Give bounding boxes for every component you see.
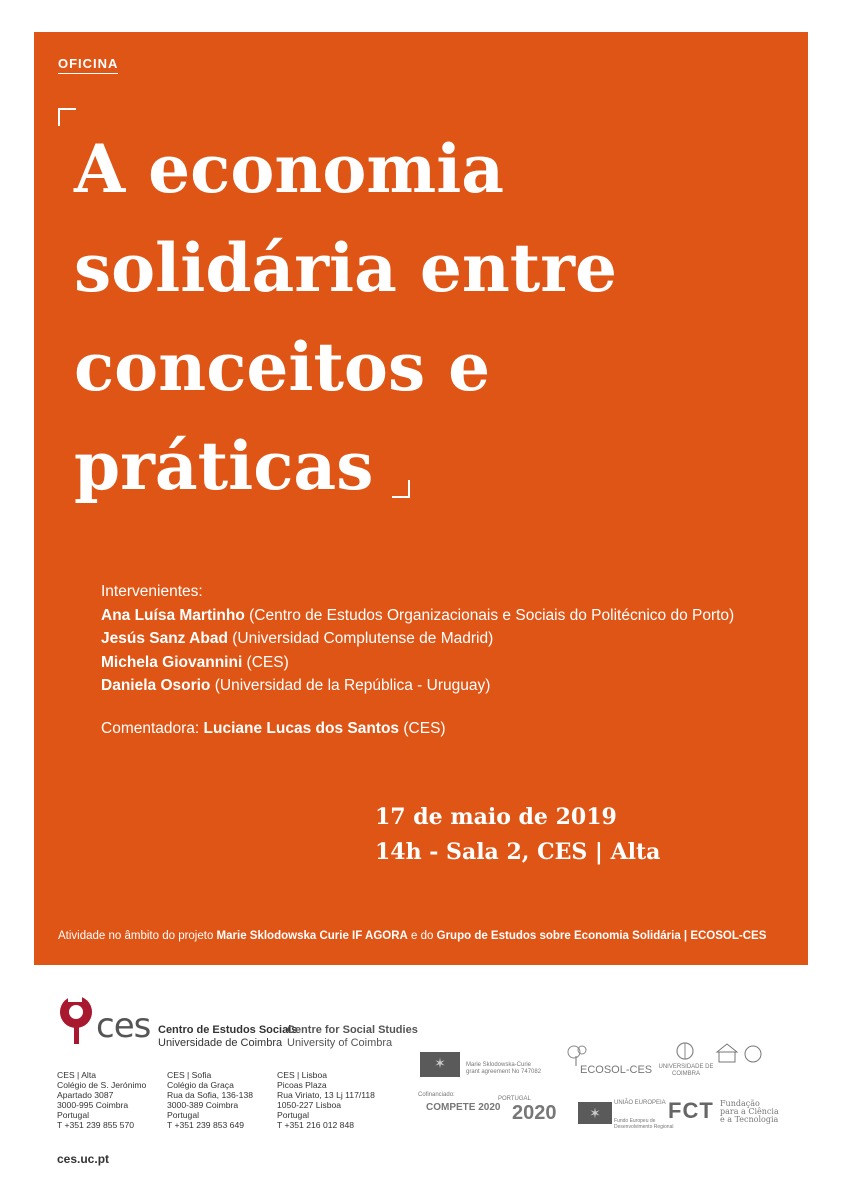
event-panel xyxy=(34,32,808,965)
uc-logo-text: UNIVERSIDADE DE COIMBRA xyxy=(658,1064,714,1077)
speaker-item xyxy=(101,674,734,698)
eu-flag-small-icon xyxy=(578,1102,612,1124)
title-line: A economia xyxy=(74,130,505,208)
uc-crest-icon xyxy=(674,1040,696,1062)
org-name-en xyxy=(287,1024,418,1050)
partner-logos xyxy=(418,1040,788,1130)
speaker-affiliation: (Centro de Estudos Organizacionais e Sociais do Politécnico do Porto) xyxy=(244,606,735,624)
speaker-name: Michela Giovannini xyxy=(101,653,243,671)
fct-text-line: para a Ciência xyxy=(720,1107,779,1116)
org-name-pt-line2: Universidade de Coimbra xyxy=(158,1037,283,1049)
project-group: Grupo de Estudos sobre Economia Solidária | ECOSOL-CES xyxy=(436,930,767,942)
project-prefix: Atividade no âmbito do projeto xyxy=(58,930,217,942)
speaker-affiliation: (CES) xyxy=(242,653,289,671)
org-name-en-line1: Centre for Social Studies xyxy=(287,1024,418,1036)
event-type-tag: OFICINA xyxy=(58,56,118,74)
fct-text-line: Fundação xyxy=(720,1099,760,1108)
compete-logo: COMPETE 2020 xyxy=(426,1102,501,1113)
speaker-item xyxy=(101,627,734,651)
commentator xyxy=(101,720,446,738)
msc-line: grant agreement No 747082 xyxy=(466,1069,542,1075)
eu-flag-icon xyxy=(420,1052,460,1077)
event-title xyxy=(74,120,774,516)
org-name-en-line2: University of Coimbra xyxy=(287,1037,393,1049)
commentator-affiliation: (CES) xyxy=(399,720,446,737)
event-date: 17 de maio de 2019 xyxy=(375,804,617,830)
address-line: CES | Lisboa xyxy=(277,1070,328,1080)
address-line: 3000-389 Coimbra xyxy=(167,1100,239,1110)
ces-logo-word: ces xyxy=(96,1006,151,1046)
title-line: conceitos e xyxy=(74,328,491,406)
ecosol-logo: ECOSOL-CES xyxy=(580,1064,653,1076)
address-line: Colégio de S. Jerónimo xyxy=(57,1080,147,1090)
portugal2020-logo: 2020 xyxy=(512,1102,557,1124)
project-note xyxy=(58,930,766,942)
speaker-item xyxy=(101,651,734,675)
msc-text xyxy=(466,1062,541,1076)
address-line: CES | Alta xyxy=(57,1070,97,1080)
cofinanciado-label: Cofinanciado: xyxy=(418,1092,455,1098)
address-alta xyxy=(57,1070,146,1130)
address-line: 1050-227 Lisboa xyxy=(277,1100,342,1110)
address-line: CES | Sofia xyxy=(167,1070,212,1080)
msc-line: Marie Sklodowska-Curie xyxy=(466,1062,532,1068)
ue-label: UNIÃO EUROPEIA xyxy=(614,1100,666,1106)
ecosol-tree-icon xyxy=(564,1044,594,1066)
address-line: Portugal xyxy=(167,1110,200,1120)
project-mid: e do xyxy=(407,930,437,942)
fct-logo: FCT xyxy=(668,1098,714,1123)
ces-logo-icon xyxy=(54,990,100,1046)
address-line: Rua Viriato, 13 Lj 117/118 xyxy=(277,1090,375,1100)
speaker-item xyxy=(101,604,734,628)
address-line: Picoas Plaza xyxy=(277,1080,327,1090)
speakers-list xyxy=(101,580,734,698)
event-datetime xyxy=(375,800,660,870)
speaker-affiliation: (Universidad Complutense de Madrid) xyxy=(227,630,494,647)
close-bracket-decoration xyxy=(392,480,410,498)
project-name: Marie Sklodowska Curie IF AGORA xyxy=(216,930,408,942)
fct-text-line: e a Tecnologia xyxy=(720,1115,779,1124)
org-name-pt-line1: Centro de Estudos Sociais xyxy=(158,1024,298,1036)
commentator-label: Comentadora: xyxy=(101,720,204,737)
address-lisboa xyxy=(277,1070,375,1130)
speakers-heading: Intervenientes: xyxy=(101,583,203,600)
event-time-place: 14h - Sala 2, CES | Alta xyxy=(375,839,661,865)
commentator-name: Luciane Lucas dos Santos xyxy=(203,720,400,737)
address-line: Apartado 3087 xyxy=(57,1090,114,1100)
speaker-name: Daniela Osorio xyxy=(101,677,211,694)
unesco-logo-icon xyxy=(713,1042,769,1068)
fct-text xyxy=(720,1100,779,1124)
speaker-affiliation: (Universidad de la República - Uruguay) xyxy=(210,677,491,694)
address-line: Colégio da Graça xyxy=(167,1080,234,1090)
address-line: Portugal xyxy=(277,1110,310,1120)
address-line: Portugal xyxy=(57,1110,90,1120)
portugal-small-label: PORTUGAL xyxy=(498,1096,531,1102)
address-line: T +351 239 853 649 xyxy=(167,1120,245,1130)
org-name-pt xyxy=(158,1024,297,1050)
website-link[interactable]: ces.uc.pt xyxy=(57,1152,110,1166)
address-sofia xyxy=(167,1070,253,1130)
title-line: solidária entre xyxy=(74,229,618,307)
address-line: Rua da Sofia, 136-138 xyxy=(167,1090,254,1100)
feder-label: Fundo Europeu de Desenvolvimento Regional xyxy=(614,1118,674,1130)
speaker-name: Jesús Sanz Abad xyxy=(101,630,228,647)
address-line: T +351 216 012 848 xyxy=(277,1120,355,1130)
title-line: práticas xyxy=(74,427,374,505)
speaker-name: Ana Luísa Martinho xyxy=(101,606,245,624)
address-line: 3000-995 Coimbra xyxy=(57,1100,129,1110)
address-line: T +351 239 855 570 xyxy=(57,1120,135,1130)
